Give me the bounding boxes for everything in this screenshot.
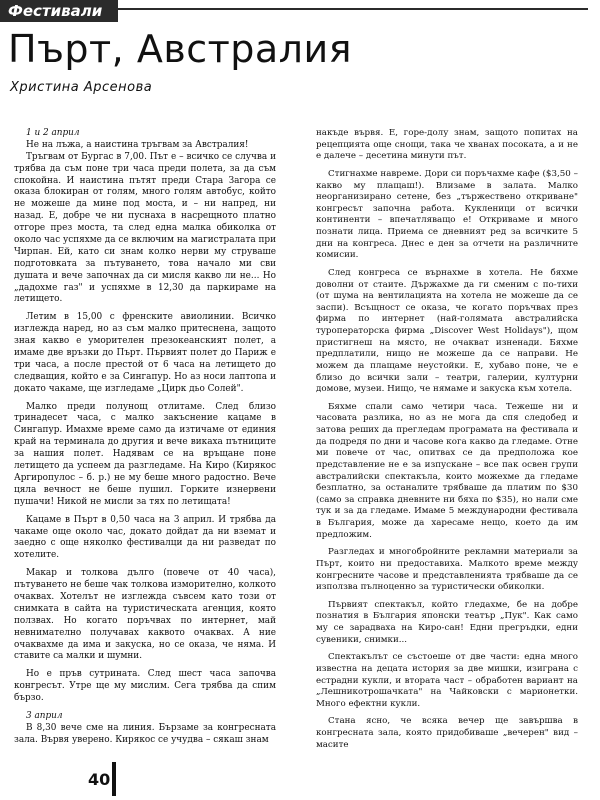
paragraph: След конгреса се върнахме в хотела. Не бяхме доволни от стаите. Държахме да ги сменим с по-тихи (от шума на вентилацията на хотела не можеше да се заспи). Всъщност се оказа, че когато поръчвах през фирма по интернет (най-голямата австралийска туроператорска фирма „Discover West Holidays"), щом пристигнеш на място, не очакват изненади. Бяхме предплатили, нищо не можеше да се направи. Не можем да плащаме неустойки. Е, хубаво поне, че е близо до всички зали – театри, галерии, културни домове, музеи. Нищо, че нямаме и закуска към хотела. [316, 267, 578, 395]
section-label: Фестивали [0, 0, 118, 22]
article-author: Христина Арсенова [10, 80, 153, 95]
paragraph: Тръгвам от Бургас в 7,00. Път е – всичко се случва и трябва да съм поне три часа преди полета, за да съм спокойна. И наистина пътят преди Стара Загора се оказа блокиран от голям, много голям автобус, който не можеше да мине под моста, и – ни напред, ни назад. Е, добре че ни пуснаха в насрещното платно отгоре през моста, та след една малка обиколка от около час успяхме да се включим на магистралата при Чирпан. Ей, като си знам колко нерви му струваше подготовката за пътуването, това начало ми сви душата и вече започнах да си мисля какво ли не... Но „дадохме газ" и успяхме в 12,30 да паркираме на летището. [14, 151, 276, 305]
paragraph: Стигнахме навреме. Дори си поръчахме кафе ($3,50 – какво му плащаш!). Влизаме в залата. Малко неорганизирано сетене, без „тържествено откриване" конгресът започна работа. Кукленици от всички континенти – впечатляващо е! Откриваме и много познати лица. Приема се дневният ред за всичките 5 дни на конгреса. Днес е ден за отчети на различните комисии. [316, 168, 578, 261]
section-rule [118, 8, 588, 10]
right-column [316, 128, 578, 751]
paragraph: Летим в 15,00 с френските авиолинии. Всичко изглежда наред, но аз съм малко притеснена, защото зная какво е уморителен презокеанският полет, а имаме две връзки до Пърт. Първият полет до Париж е три часа, а после престой от 6 часа на летището до следващия, който е за Сингапур. Но аз носи лаптопа и докато чакаме, ще изгледаме „Цирк дьо Солей". [14, 312, 276, 394]
section-header [0, 0, 600, 22]
page-number: 40 [88, 770, 111, 789]
paragraph: Спектакълът се състоеше от две части: една много известна на децата история за две мишки, изиграна с естрадни кукли, и втората част – обработен вариант на „Лешникотрошачката" на Чайковски с марионетки. Много ефектни кукли. [316, 652, 578, 709]
paragraph: накъде вървя. Е, горе-долу знам, защото попитах на рецепцията още снощи, така че хванах посоката, а и не е далече – десетина минути път. [316, 128, 578, 162]
paragraph: Стана ясно, че всяка вечер ще завършва в конгресната зала, която придобиваше „вечерен" вид – масите [316, 716, 578, 750]
paragraph: Първият спектакъл, който гледахме, бе на добре познатия в България японски театър „Пук". Как само му се зарадваха на Киро-сан! Едни прегръдки, едни сувеники, снимки... [316, 599, 578, 645]
page-number-bar [112, 762, 116, 796]
article-title: Пърт, Австралия [8, 27, 353, 71]
paragraph: Макар и толкова дълго (повече от 40 часа), пътуването не беше чак толкова изморително, колкото очаквах. Хотелът не изглежда съвсем като този от снимката в сайта на туристическата агенция, която ползвах. Но когато поръчвах по интернет, май невнимателно получавах каквото очаквах. А ние очаквахме да има и закуска, но се оказа, че няма. И ставите са малки и шумни. [14, 568, 276, 662]
left-column [14, 128, 276, 747]
paragraph: Разгледах и многобройните рекламни материали за Пърт, които ни предоставиха. Малкото време между конгресните часове и представленията трябваше да се използва пълноценно за туристически обиколки. [316, 547, 578, 593]
paragraph: Малко преди полунощ отлитаме. След близо тринадесет часа, с малко закъснение кацаме в Сингапур. Имахме време само да изтичаме от единия край на терминала до другия и вече викаха пътниците за нашия полет. Надявам се на връщане поне летището да успеем да разгледаме. На Киро (Кирякос Аргиропулос – б. р.) не му беше много радостно. Вече цяла вечност не беше пушил. Горките изнервени пушачи! Никой не мисли за тях по летищата! [14, 401, 276, 507]
paragraph: В 8,30 вече сме на линия. Бързаме за конгресната зала. Вървя уверено. Кирякос се учудва – сякаш знам [14, 722, 276, 745]
paragraph: Кацаме в Пърт в 0,50 часа на 3 април. И трябва да чакаме още около час, докато дойдат да ни вземат и заедно с още няколко фестивалци да ни разведат по хотелите. [14, 514, 276, 561]
date-heading: 3 април [26, 710, 63, 721]
paragraph: Но е пръв сутрината. След шест часа започва конгресът. Утре ще му мислим. Сега трябва да спим бързо. [14, 669, 276, 704]
paragraph: Не на лъжа, а наистина тръгвам за Австралия! [26, 139, 249, 150]
date-heading: 1 и 2 април [26, 128, 80, 138]
paragraph: Бяхме спали само четири часа. Тежеше ни и часовата разлика, но аз не мога да спя следобед и затова реших да прегледам програмата на фестивала и да подредя по дни и часове кога какво да гледаме. Отне ми повече от час, опитвах се да предположа кое представление не е за изпускане – все пак освен групи австралийски спектакъла, които можехме да гледаме безплатно, за останалите трябваше да платим по $30 (само за справка дневните ни бяха по $35), но нали сме тук и за да гледаме. Имаме 5 международни фестивала в България, може да харесаме нещо, което да им предложим. [316, 401, 578, 540]
